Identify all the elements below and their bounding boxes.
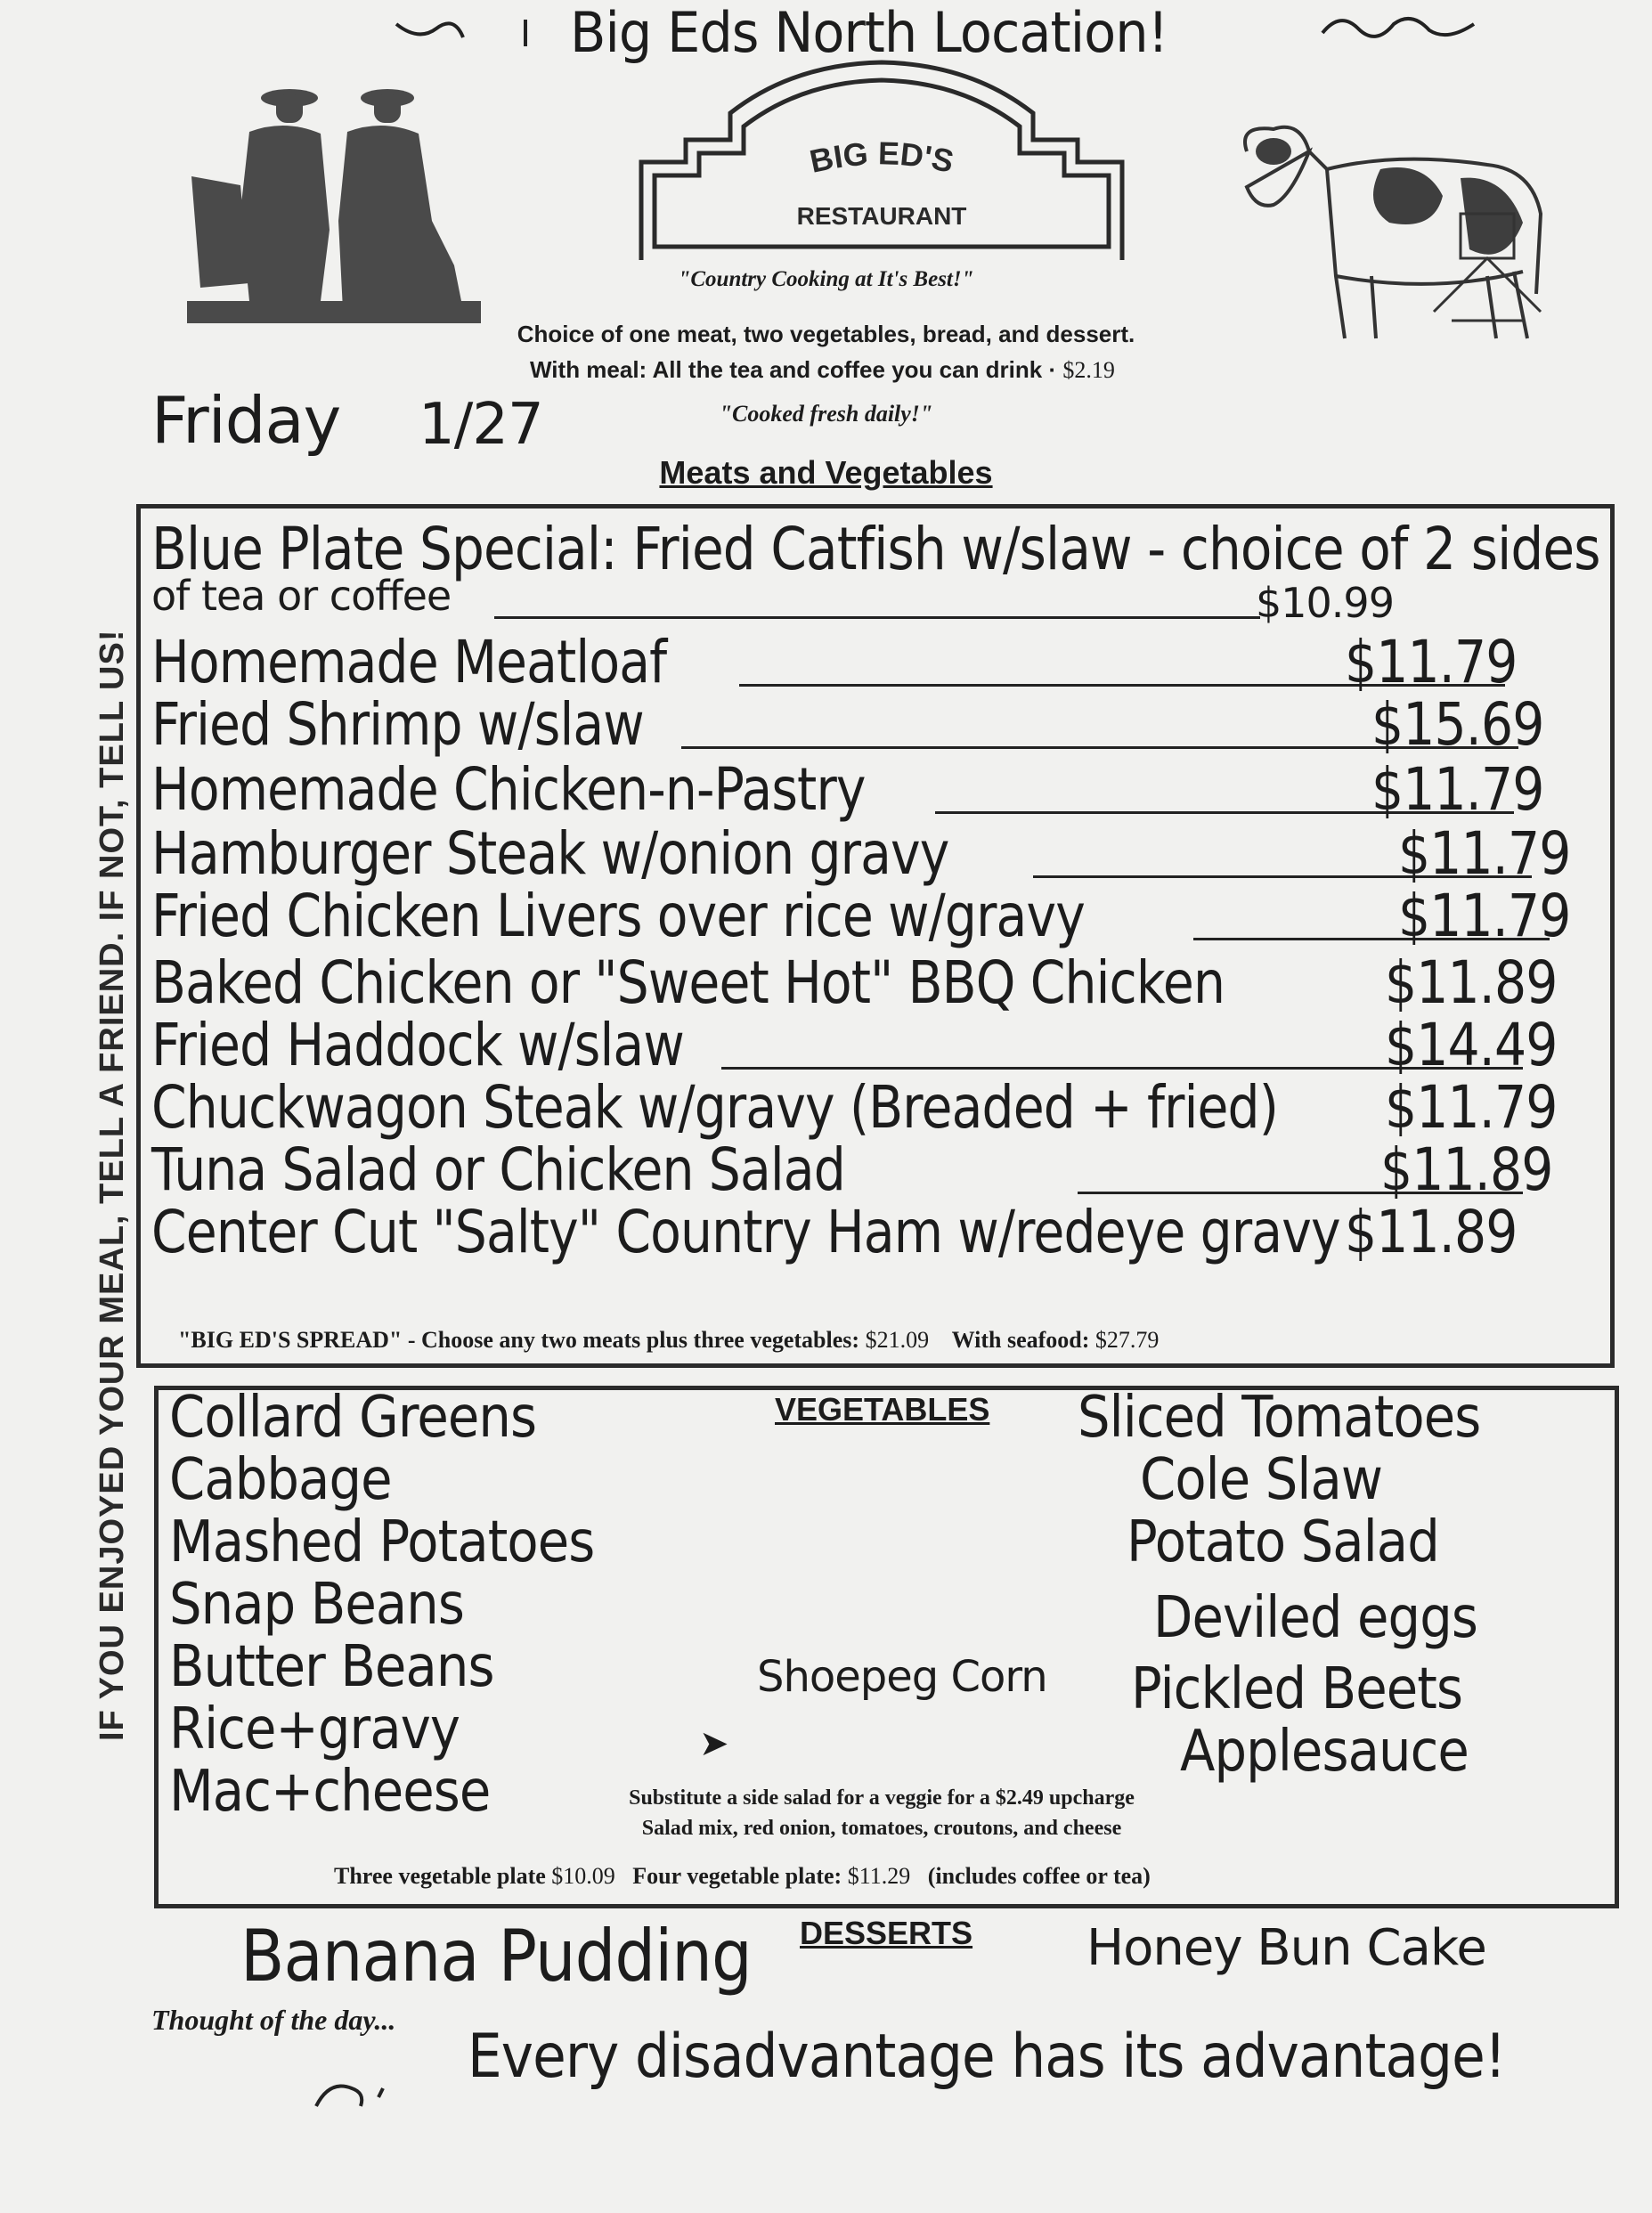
squiggle-mark-icon xyxy=(1318,11,1478,46)
dessert-item: Honey Bun Cake xyxy=(1086,1919,1486,1977)
menu-item-price: $11.89 xyxy=(1385,948,1558,1017)
side-message: IF YOU ENJOYED YOUR MEAL, TELL A FRIEND. IF NOT, TELL US! xyxy=(94,629,131,1741)
intro-drinks-text: With meal: All the tea and coffee you can drink xyxy=(530,356,1043,383)
vegetable-item: Butter Beans xyxy=(169,1634,494,1700)
menu-item-price: $11.89 xyxy=(1380,1135,1553,1204)
vegetable-item: Mashed Potatoes xyxy=(169,1509,595,1575)
thought-label: Thought of the day... xyxy=(151,2004,396,2036)
menu-item xyxy=(151,628,1585,694)
menu-item-price: $11.79 xyxy=(1398,819,1571,888)
squiggle-mark-icon xyxy=(312,2071,401,2115)
vegetable-item: Cabbage xyxy=(169,1447,392,1513)
three-plate-price: $10.09 xyxy=(551,1863,615,1889)
menu-item xyxy=(151,755,1585,824)
menu-item-name: Homemade Chicken-n-Pastry xyxy=(151,755,866,824)
handwritten-location-note: Big Eds North Location! xyxy=(570,0,1168,65)
cooked-fresh-note: "Cooked fresh daily!" xyxy=(719,401,933,427)
desserts-heading: DESSERTS xyxy=(800,1915,973,1951)
menu-item xyxy=(151,819,1585,888)
menu-item-name: Baked Chicken or "Sweet Hot" BBQ Chicken xyxy=(151,948,1225,1017)
menu-item-price: $11.89 xyxy=(1345,1198,1518,1266)
vegetable-plates xyxy=(334,1863,1151,1890)
menu-item-name: Fried Haddock w/slaw xyxy=(151,1011,684,1079)
menu-item xyxy=(151,948,1585,1017)
vegetable-item: Potato Salad xyxy=(1127,1509,1439,1575)
blue-plate-note: of tea or coffee xyxy=(151,572,452,620)
restaurant-name: BIG ED'S xyxy=(806,134,957,180)
menu-item-price: $15.69 xyxy=(1371,690,1544,759)
vegetable-item: Pickled Beets xyxy=(1131,1656,1463,1722)
menu-item-name: Fried Shrimp w/slaw xyxy=(151,690,644,759)
menu-item-name: Chuckwagon Steak w/gravy (Breaded + fried) xyxy=(151,1073,1279,1142)
svg-text:BIG ED'S xyxy=(807,134,957,180)
thought-text: Every disadvantage has its advantage! xyxy=(468,2022,1506,2092)
dessert-item: Banana Pudding xyxy=(240,1915,752,1997)
menu-item-name: Fried Chicken Livers over rice w/gravy xyxy=(151,882,1085,950)
menu-item-price: $11.79 xyxy=(1371,755,1544,824)
day-label: Friday xyxy=(151,383,341,458)
vegetable-item: Snap Beans xyxy=(169,1572,465,1638)
menu-item-price: $11.79 xyxy=(1385,1073,1558,1142)
menu-item xyxy=(151,1135,1585,1204)
menu-item-name: Center Cut "Salty" Country Ham w/redeye gravy xyxy=(151,1198,1340,1266)
date-label: 1/27 xyxy=(419,392,543,458)
spread-offer xyxy=(178,1327,1159,1354)
three-plate-label: Three vegetable plate xyxy=(334,1863,546,1889)
vegetable-item: Applesauce xyxy=(1180,1719,1469,1785)
salad-description: Salad mix, red onion, tomatoes, croutons, and cheese xyxy=(641,1817,1122,1840)
intro-drinks: With meal: All the tea and coffee you can drink · $2.19 xyxy=(530,356,1115,383)
menu-item xyxy=(151,1198,1585,1264)
leader-line xyxy=(494,616,1260,619)
vegetable-item: Sliced Tomatoes xyxy=(1078,1385,1481,1451)
four-plate-label: Four vegetable plate: xyxy=(632,1863,842,1889)
menu-item-price: $11.79 xyxy=(1345,628,1518,696)
vegetable-item: Collard Greens xyxy=(169,1385,537,1451)
menu-item xyxy=(151,1073,1585,1142)
four-plate-price: $11.29 xyxy=(847,1863,911,1889)
restaurant-sub: RESTAURANT xyxy=(796,202,967,230)
menu-item-price: $11.79 xyxy=(1398,882,1571,950)
menu-item-name: Tuna Salad or Chicken Salad xyxy=(151,1135,845,1204)
squiggle-mark-icon xyxy=(392,11,570,55)
vegetable-item: Rice+gravy xyxy=(169,1696,460,1762)
menu-item-name: Homemade Meatloaf xyxy=(151,628,667,696)
menu-item xyxy=(151,690,1585,759)
includes-note: (includes coffee or tea) xyxy=(927,1863,1151,1889)
menu-item-price: $14.49 xyxy=(1385,1011,1558,1079)
vegetable-item: Cole Slaw xyxy=(1140,1447,1383,1513)
meats-heading: Meats and Vegetables xyxy=(659,454,993,491)
menu-item xyxy=(151,1011,1585,1077)
vegetable-item: Mac+cheese xyxy=(169,1759,491,1825)
cow-icon xyxy=(1220,116,1558,347)
vegetable-item: Shoepeg Corn xyxy=(757,1652,1047,1702)
substitute-note: Substitute a side salad for a veggie for a $2.49 upcharge xyxy=(629,1786,1135,1810)
seafood-price: $27.79 xyxy=(1095,1327,1160,1353)
spread-label: "BIG ED'S SPREAD" - Choose any two meats plus three vegetables: xyxy=(178,1327,860,1353)
spread-price: $21.09 xyxy=(865,1327,930,1353)
drink-price: $2.19 xyxy=(1062,357,1115,383)
vegetables-heading: VEGETABLES xyxy=(775,1391,990,1428)
seafood-label: With seafood: xyxy=(951,1327,1090,1353)
blue-plate-price: $10.99 xyxy=(1256,579,1394,627)
farmers-silhouette-icon xyxy=(187,78,490,337)
blue-plate-special: Blue Plate Special: Fried Catfish w/slaw - choice of 2 sides xyxy=(151,515,1600,583)
intro-line: Choice of one meat, two vegetables, bread, and dessert. xyxy=(517,321,1135,347)
vegetable-item: Deviled eggs xyxy=(1153,1585,1477,1651)
restaurant-logo-icon xyxy=(632,55,1131,264)
tagline: "Country Cooking at It's Best!" xyxy=(678,267,974,291)
menu-item-name: Hamburger Steak w/onion gravy xyxy=(151,819,949,888)
arrow-icon: ➤ xyxy=(699,1724,729,1763)
menu-item xyxy=(151,882,1585,948)
